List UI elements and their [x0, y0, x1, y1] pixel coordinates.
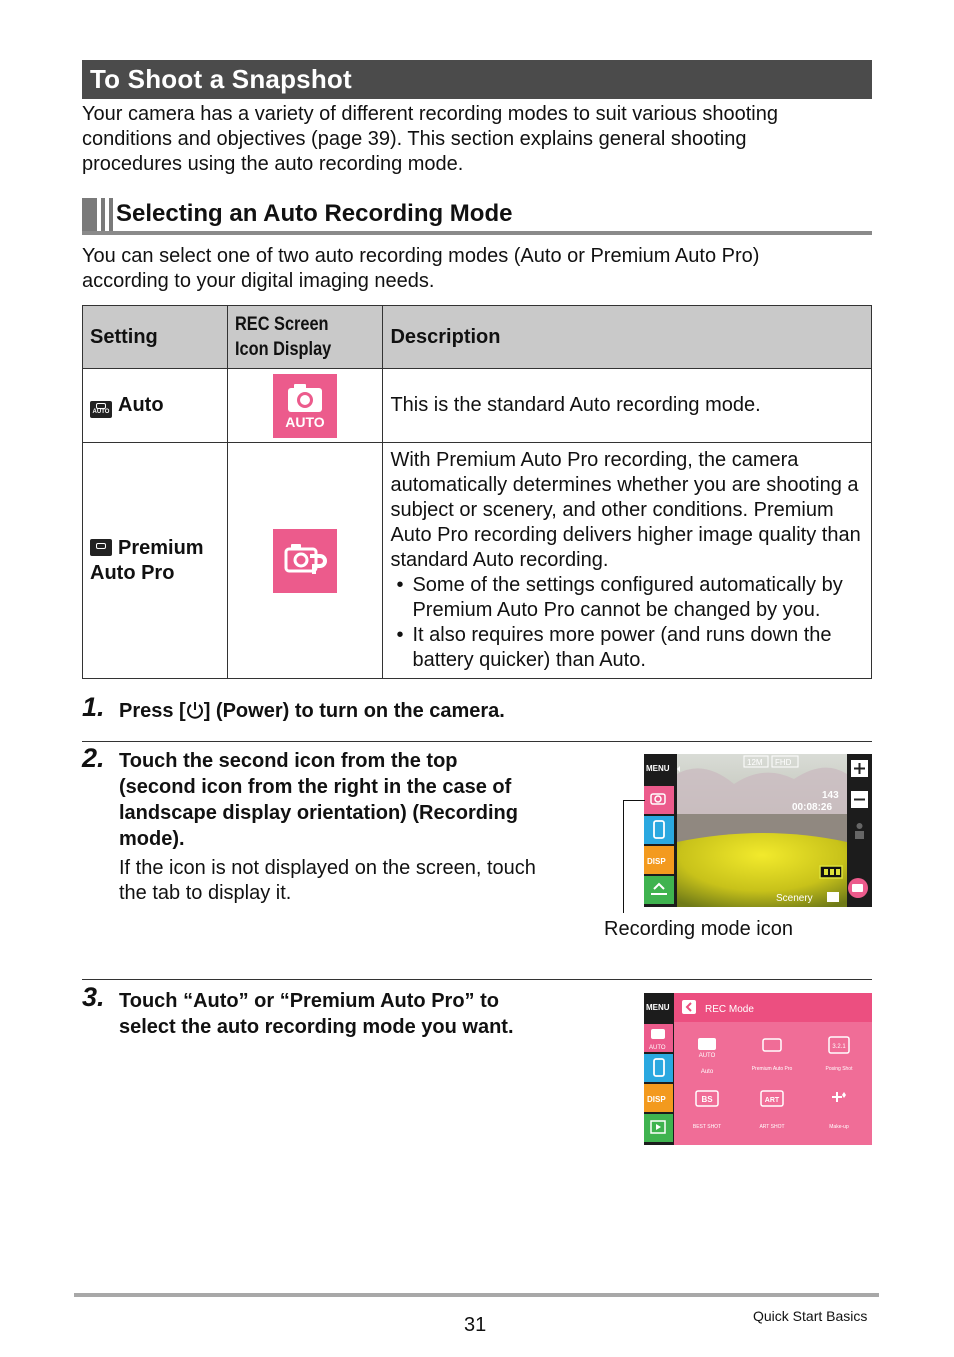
intro-line: Your camera has a variety of different recording modes to suit various shooting [82, 103, 778, 125]
camera-screen-live-view [644, 754, 872, 907]
svg-text:Make-up: Make-up [829, 1124, 849, 1130]
step-1-text [119, 698, 505, 724]
table-row [83, 369, 872, 443]
bullet-line: Premium Auto Pro cannot be changed by you. [412, 599, 821, 621]
description-line: Auto Pro recording delivers higher image quality than [390, 524, 861, 546]
step-line: (second icon from the right in the case of [119, 776, 512, 798]
heading-bar-decoration [82, 198, 97, 232]
svg-text:MENU: MENU [646, 1003, 670, 1012]
premium-auto-pro-mode-icon [90, 539, 112, 556]
section-intro [82, 244, 759, 294]
step-3-text [119, 988, 514, 1040]
note-line: the tab to display it. [119, 882, 292, 904]
svg-text:00:08:26: 00:08:26 [792, 802, 833, 813]
footer-section-name: Quick Start Basics [753, 1308, 868, 1324]
recording-mode-table [82, 305, 872, 679]
step-line: Touch “Auto” or “Premium Auto Pro” to [119, 990, 499, 1012]
heading-underline [82, 231, 872, 235]
auto-mode-icon: AUTO [90, 401, 112, 418]
description-line: standard Auto recording. [390, 549, 609, 571]
step-line: landscape display orientation) (Recording [119, 802, 518, 824]
svg-text:BEST SHOT: BEST SHOT [692, 1124, 722, 1130]
step-number: 3. [82, 982, 105, 1012]
step-2-text [119, 748, 518, 852]
svg-text:AUTO: AUTO [649, 1045, 666, 1051]
svg-text:MENU: MENU [646, 764, 670, 773]
bullet-item [390, 573, 864, 623]
step-line: select the auto recording mode you want. [119, 1016, 514, 1038]
bullet-line: • Some of the settings configured automatically by [412, 574, 843, 596]
step-divider [82, 741, 872, 742]
intro-line: conditions and objectives (page 39). This section explains general shooting [82, 128, 747, 150]
page-title-bar [82, 60, 872, 99]
svg-text:143: 143 [822, 790, 839, 801]
description-line: subject or scenery, and other conditions. Premium [390, 499, 834, 521]
live-view-image [644, 754, 872, 907]
setting-name: Auto [118, 394, 164, 416]
section-heading-text: Selecting an Auto Recording Mode [116, 200, 513, 227]
section-intro-line: You can select one of two auto recording modes (Auto or Premium Auto Pro) [82, 245, 760, 267]
svg-text:ART: ART [764, 1097, 780, 1104]
recording-mode-icon [644, 786, 674, 814]
step-text-part: ] (Power) to turn on the camera. [203, 700, 505, 722]
premium-auto-pro-camera-icon [273, 529, 337, 593]
header-icon-line: Icon Display [235, 339, 332, 360]
description-cell: This is the standard Auto recording mode. [383, 369, 872, 443]
footer-rule [74, 1293, 879, 1297]
header-icon-line: REC Screen [235, 314, 330, 335]
svg-text:FHD: FHD [775, 758, 792, 767]
svg-text:DISP: DISP [647, 857, 666, 866]
header-icon-display [228, 306, 383, 369]
step-line: mode). [119, 828, 185, 850]
setting-name: Premium [118, 536, 204, 559]
section-heading [82, 198, 872, 236]
svg-text:Auto: Auto [700, 1069, 714, 1075]
callout-line [623, 800, 645, 801]
description-line: With Premium Auto Pro recording, the camera [390, 449, 799, 471]
setting-cell [83, 369, 228, 443]
heading-bar-decoration [109, 198, 113, 232]
header-description: Description [383, 306, 872, 369]
description-bullets [390, 573, 864, 673]
bullet-item [390, 623, 864, 673]
setting-cell [83, 443, 228, 679]
power-icon [186, 700, 204, 720]
bullet-line: battery quicker) than Auto. [412, 649, 646, 671]
header-setting: Setting [83, 306, 228, 369]
step-divider [82, 979, 872, 980]
description-cell [383, 443, 872, 679]
table-header-row [83, 306, 872, 369]
description-line: automatically determines whether you are shooting a [390, 474, 859, 496]
step-text-part: Press [ [119, 700, 186, 722]
svg-text:12M: 12M [747, 758, 763, 767]
section-intro-line: according to your digital imaging needs. [82, 270, 435, 292]
figure-caption: Recording mode icon [604, 918, 793, 940]
svg-text:3.2.1: 3.2.1 [832, 1044, 846, 1050]
step-number: 2. [82, 743, 105, 773]
step-number: 1. [82, 692, 105, 722]
page-title: To Shoot a Snapshot [90, 64, 352, 94]
svg-text:ART SHOT: ART SHOT [759, 1124, 785, 1130]
setting-name: Auto Pro [90, 561, 175, 584]
intro-paragraph [82, 102, 778, 177]
note-line: If the icon is not displayed on the screen, touch [119, 857, 536, 879]
rec-mode-menu-image [644, 993, 872, 1145]
camera-screen-rec-mode [644, 993, 872, 1145]
callout-line [623, 800, 624, 913]
svg-text:REC Mode: REC Mode [705, 1004, 754, 1015]
step-line: Touch the second icon from the top [119, 750, 458, 772]
bullet-line: • It also requires more power (and runs down the [412, 624, 832, 646]
svg-text:Posing Shot: Posing Shot [825, 1066, 853, 1072]
svg-text:Scenery: Scenery [776, 893, 813, 904]
table-row [83, 443, 872, 679]
heading-bar-decoration [101, 198, 105, 232]
page-number: 31 [464, 1314, 487, 1336]
svg-text:AUTO: AUTO [285, 413, 326, 430]
icon-cell [228, 369, 383, 443]
step-2-note [119, 856, 536, 906]
icon-cell [228, 443, 383, 679]
intro-line: procedures using the auto recording mode. [82, 153, 464, 175]
svg-text:BS: BS [701, 1095, 713, 1104]
svg-text:AUTO: AUTO [698, 1053, 716, 1059]
svg-text:Premium Auto Pro: Premium Auto Pro [751, 1066, 793, 1072]
auto-camera-icon [273, 374, 337, 438]
svg-text:DISP: DISP [647, 1095, 666, 1104]
